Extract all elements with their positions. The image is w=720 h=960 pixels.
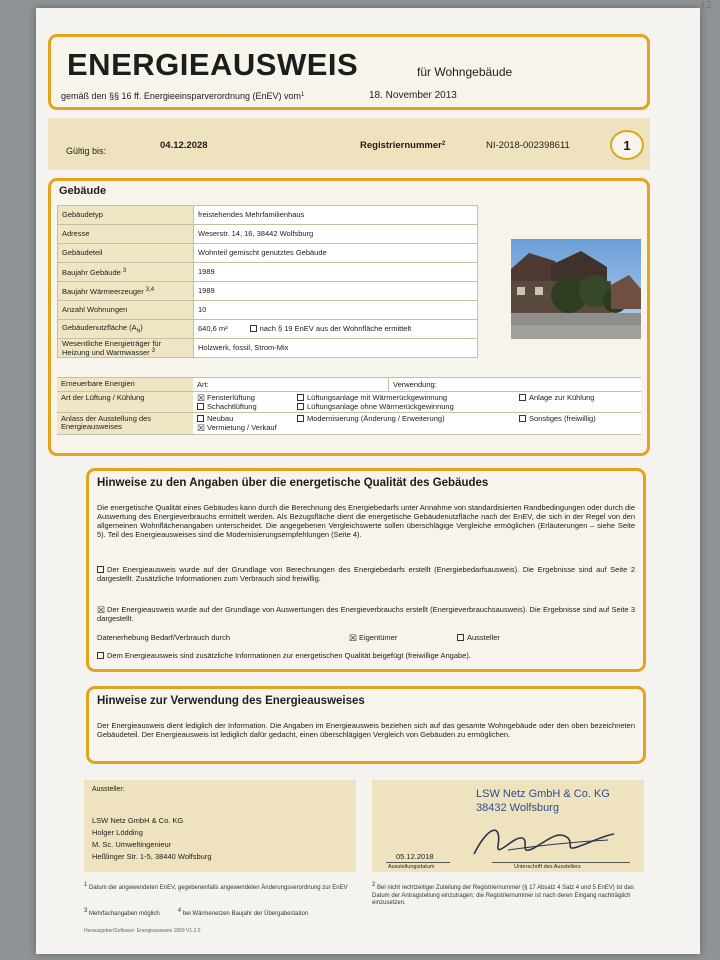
checkbox-unchecked-icon	[519, 394, 526, 401]
option-owner[interactable]: ☒ Eigentümer	[349, 633, 398, 643]
table-row	[58, 225, 478, 244]
checkbox-checked-icon: ☒	[197, 393, 206, 403]
option-modernisation[interactable]: Modernisierung (Änderung / Erweiterung)	[297, 414, 519, 423]
signature-area	[372, 780, 644, 872]
table-row	[58, 282, 478, 301]
checkbox-unchecked-icon	[97, 652, 104, 659]
row-label: Baujahr Wärmeerzeuger $^{3,4}$	[58, 282, 194, 301]
row-value: Weserstr. 14, 16, 38442 Wolfsburg	[194, 225, 478, 244]
row-label: Gebäudetyp	[58, 206, 194, 225]
footnote-3: 3 Mehrfachangaben möglich	[84, 907, 160, 917]
document-subtitle: für Wohngebäude	[417, 65, 513, 79]
software-footer: Herausgeber/Software: Energieausweis 1809 V1.2.0	[84, 928, 201, 934]
option-with-heat-recovery[interactable]: Lüftungsanlage mit Wärmerückgewinnung	[297, 393, 519, 402]
row-value: 10	[194, 301, 478, 320]
building-table	[57, 205, 478, 358]
row-label: Baujahr Gebäude $^3$	[58, 263, 194, 282]
row-label: Art der Lüftung / Kühlung	[57, 392, 193, 412]
page-number-badge: 1	[610, 130, 644, 160]
ventilation-row	[57, 391, 641, 412]
valid-until-date: 04.12.2028	[160, 140, 208, 151]
checkbox-checked-icon: ☒	[97, 605, 106, 615]
company-stamp-line2: 38432 Wolfsburg	[476, 802, 559, 814]
option-window-ventilation[interactable]: ☒ Fensterlüftung	[197, 393, 255, 403]
checkbox-unchecked-icon	[297, 415, 304, 422]
building-photo	[511, 239, 641, 339]
renewables-row	[57, 377, 641, 391]
table-row	[58, 339, 478, 358]
checkbox-unchecked-icon	[197, 403, 204, 410]
checkbox-unchecked-icon	[519, 415, 526, 422]
table-row	[58, 320, 478, 339]
document-title: ENERGIEAUSWEIS	[67, 47, 359, 82]
checkbox-unchecked-icon	[297, 403, 304, 410]
option-consumption-certificate[interactable]: ☒ Der Energieausweis wurde auf der Grundlage von Auswertungen des Energieverbrauchs erstellt (Energieverbrauchsausweis). Die Ergebnisse sind auf Seite 3 dargestellt.	[97, 605, 635, 624]
checkbox-unchecked-icon	[297, 394, 304, 401]
option-other[interactable]: Sonstiges (freiwillig)	[519, 414, 637, 423]
row-label: Gebäudenutzfläche $(A_N)$	[58, 320, 194, 339]
option-rental-sale[interactable]: ☒ Vermietung / Verkauf	[197, 423, 277, 434]
data-collection-label: Datenerhebung Bedarf/Verbrauch durch	[97, 633, 231, 642]
row-label: Adresse	[58, 225, 194, 244]
signature-line	[492, 862, 630, 863]
ventilation-options	[193, 392, 641, 412]
issue-date: 05.12.2018	[396, 852, 434, 861]
row-value: Holzwerk, fossil, Strom-Mix	[194, 339, 478, 358]
renewables-use: Verwendung:	[389, 378, 641, 391]
row-label: Gebäudeteil	[58, 244, 194, 263]
energy-quality-notes-title: Hinweise zu den Angaben über die energetische Qualität des Gebäudes	[97, 477, 489, 489]
issuer-area	[84, 780, 356, 872]
row-value: 1989	[194, 282, 478, 301]
company-stamp-line1: LSW Netz GmbH & Co. KG	[476, 788, 610, 800]
energy-quality-notes-section	[86, 468, 646, 672]
option-new-building[interactable]: Neubau	[197, 414, 297, 423]
issuance-reason-row	[57, 412, 641, 435]
valid-until-label: Gültig bis:	[66, 146, 107, 156]
option-shaft-ventilation[interactable]: Schachtlüftung	[197, 402, 297, 411]
registration-number: NI-2018-002398611	[486, 140, 570, 151]
signature-icon	[468, 816, 618, 862]
table-row	[58, 206, 478, 225]
checkbox-unchecked-icon	[250, 325, 257, 332]
registration-label: Registriernummer$^2$	[360, 140, 446, 151]
issue-date-label: Ausstellungsdatum	[388, 864, 435, 870]
energy-quality-intro: Die energetische Qualität eines Gebäudes kann durch die Berechnung des Energiebedarfs unter Annahme von standardisierten Randbedingungen oder durch die Auswertung des Energieverbrauchs ermittelt werden. Als Bezugsfläche dient die energetische Gebäudenutzfläche nach der EnEV, die sich in der Regel von den allgemeinen Wohnflächenangaben unterscheidet. Die angegebenen Vergleichswerte sollen überschlägige Vergleiche ermöglichen (Erläuterungen – siehe Seite 5). Teil des Energieausweises sind die Modernisierungsempfehlungen (Seite 4).	[97, 503, 635, 540]
option-issuer[interactable]: Aussteller	[457, 633, 500, 642]
table-row	[58, 301, 478, 320]
enev-date: 18. November 2013	[369, 90, 457, 101]
table-row	[58, 263, 478, 282]
issuer-line: M. Sc. Umweltingenieur	[92, 840, 172, 849]
corner-mark: 42	[699, 0, 712, 11]
option-additional-info[interactable]: Dem Energieausweis sind zusätzliche Informationen zur energetischen Qualität beigefügt (freiwillige Angabe).	[97, 651, 635, 660]
date-line	[386, 862, 450, 863]
option-without-heat-recovery[interactable]: Lüftungsanlage ohne Wärmerückgewinnung	[297, 402, 519, 411]
row-value: 640,6 m² nach § 19 EnEV aus der Wohnfläche ermittelt	[194, 320, 478, 339]
issuer-label: Aussteller:	[92, 786, 125, 793]
issuer-line: Holger Lödding	[92, 828, 143, 837]
checkbox-unchecked-icon	[197, 415, 204, 422]
building-lower-rows	[57, 377, 641, 435]
checkbox-checked-icon: ☒	[197, 423, 206, 434]
issuer-line: Heßlinger Str. 1-5, 38440 Wolfsburg	[92, 852, 212, 861]
usage-notes-section	[86, 686, 646, 764]
option-demand-certificate[interactable]: Der Energieausweis wurde auf der Grundlage von Berechnungen des Energiebedarfs erstellt (Energiebedarfsausweis). Die Ergebnisse sind auf Seite 2 dargestellt. Zusätzliche Informationen zum Verbrauch sind freiwillig.	[97, 565, 635, 584]
issuer-line: LSW Netz GmbH & Co. KG	[92, 816, 184, 825]
footnotes	[84, 882, 650, 918]
row-label: Wesentliche Energieträger für Heizung und Warmwasser $^3$	[58, 339, 194, 358]
row-label: Anlass der Ausstellung des Energieausweises	[57, 413, 193, 434]
signature-label: Unterschrift des Ausstellers	[514, 864, 581, 870]
footnote-1: 1 Datum der angewendeten EnEV, gegebenenfalls angewendeten Änderungsverordnung zur EnEV	[84, 882, 348, 891]
checkbox-checked-icon: ☒	[349, 633, 358, 643]
table-row	[58, 244, 478, 263]
checkbox-unchecked-icon	[457, 634, 464, 641]
row-label: Erneuerbare Energien	[57, 378, 193, 391]
row-value: 1989	[194, 263, 478, 282]
footnote-4: 4 bei Wärmenetzen Baujahr der Übergabestation	[177, 907, 309, 917]
building-section	[48, 178, 650, 456]
renewables-type: Art:	[193, 378, 389, 391]
data-collection-row	[97, 633, 635, 642]
title-box	[48, 34, 650, 110]
row-label: Anzahl Wohnungen	[58, 301, 194, 320]
validity-strip	[48, 118, 650, 170]
checkbox-unchecked-icon	[97, 566, 104, 573]
usage-notes-text: Der Energieausweis dient lediglich der Information. Die Angaben im Energieausweis beziehen sich auf das gesamte Wohngebäude oder den oben bezeichneten Gebäudeteil. Der Energieausweis ist lediglich dafür gedacht, einen überschlägigen Vergleich von Gebäuden zu ermöglichen.	[97, 721, 635, 740]
row-value: Wohnteil gemischt genutztes Gebäude	[194, 244, 478, 263]
row-value: freistehendes Mehrfamilienhaus	[194, 206, 478, 225]
footnote-2: 2 Bei nicht rechtzeitiger Zuteilung der Registriernummer (§ 17 Absatz 4 Satz 4 und 5 EnEV) ist das Datum der Antragstellung einzutragen; die Registriernummer ist nach deren Eingang nachträglich einzusetzen.	[372, 882, 634, 906]
building-section-title: Gebäude	[59, 185, 107, 197]
issuance-options	[193, 413, 641, 434]
legal-basis: gemäß den §§ 16 ff. Energieeinsparverordnung (EnEV) vom$^1$	[61, 91, 305, 101]
option-cooling[interactable]: Anlage zur Kühlung	[519, 393, 637, 402]
usage-notes-title: Hinweise zur Verwendung des Energieausweises	[97, 695, 365, 707]
